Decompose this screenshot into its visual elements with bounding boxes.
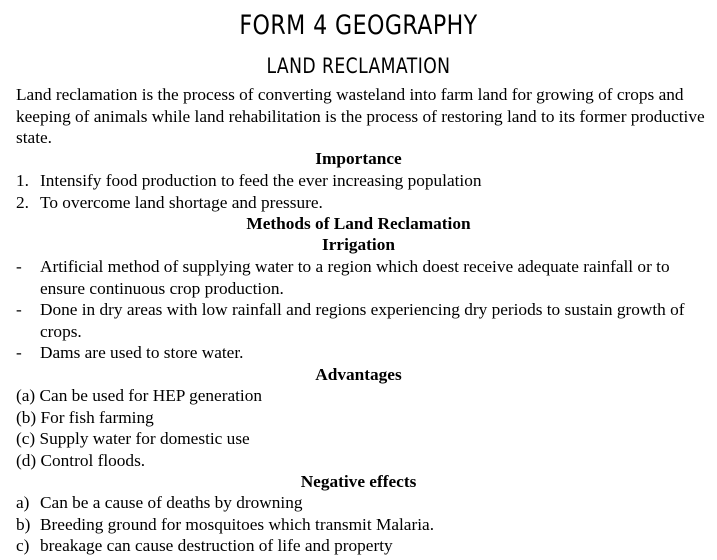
document-title: FORM 4 GEOGRAPHY <box>239 10 478 41</box>
list-marker: a) <box>16 493 30 512</box>
list-item <box>16 492 706 514</box>
list-item-text: (a) Can be used for HEP generation <box>16 386 263 405</box>
document-subtitle: LAND RECLAMATION <box>266 54 451 78</box>
list-item <box>16 299 704 342</box>
list-item-text: (d) Control floods. <box>16 450 146 470</box>
list-item-text: Done in dry areas with low rainfall and regions experiencing dry periods to sustain growth of crops. <box>40 300 685 341</box>
list-item <box>16 450 706 472</box>
list-item-text: Artificial method of supplying water to a region which doest receive adequate rainfall or to ensure continuous crop production. <box>40 257 670 298</box>
list-item-text: Breeding ground for mosquitoes which transmit Malaria. <box>40 514 435 534</box>
importance-list <box>16 170 706 213</box>
list-item-text: Intensify food production to feed the ever increasing population <box>40 171 482 190</box>
advantages-heading: Advantages <box>315 365 402 384</box>
list-item <box>16 407 706 429</box>
list-item <box>16 514 706 536</box>
list-marker: - <box>16 343 22 362</box>
list-marker: - <box>16 257 22 276</box>
list-item-text: Can be a cause of deaths by drowning <box>40 493 303 512</box>
list-item <box>16 535 706 557</box>
list-marker: c) <box>16 536 30 555</box>
list-item-text: (b) For fish farming <box>16 407 154 427</box>
list-marker: 2. <box>16 192 29 212</box>
methods-heading: Methods of Land Reclamation <box>246 214 471 233</box>
negative-effects-heading: Negative effects <box>300 472 417 491</box>
list-item <box>16 428 706 450</box>
irrigation-list <box>16 256 704 364</box>
list-item-text: breakage can cause destruction of life and property <box>40 536 393 555</box>
list-item <box>16 256 704 299</box>
list-item <box>16 342 704 364</box>
list-marker: - <box>16 300 22 319</box>
list-item-text: To overcome land shortage and pressure. <box>40 192 323 212</box>
list-marker: 1. <box>16 171 29 190</box>
list-item <box>16 192 706 214</box>
list-marker: b) <box>16 514 31 534</box>
list-item-text: (c) Supply water for domestic use <box>16 429 250 448</box>
intro-paragraph: Land reclamation is the process of converting wasteland into farm land for growing of crops and keeping of animals while land rehabilitation is the process of restoring land to its former productive state. <box>16 85 705 147</box>
advantages-list <box>16 385 706 471</box>
negative-effects-list <box>16 492 706 557</box>
irrigation-heading: Irrigation <box>322 235 395 254</box>
list-item-text: Dams are used to store water. <box>40 343 244 362</box>
list-item <box>16 385 706 407</box>
list-item <box>16 170 706 192</box>
importance-heading: Importance <box>315 149 402 168</box>
